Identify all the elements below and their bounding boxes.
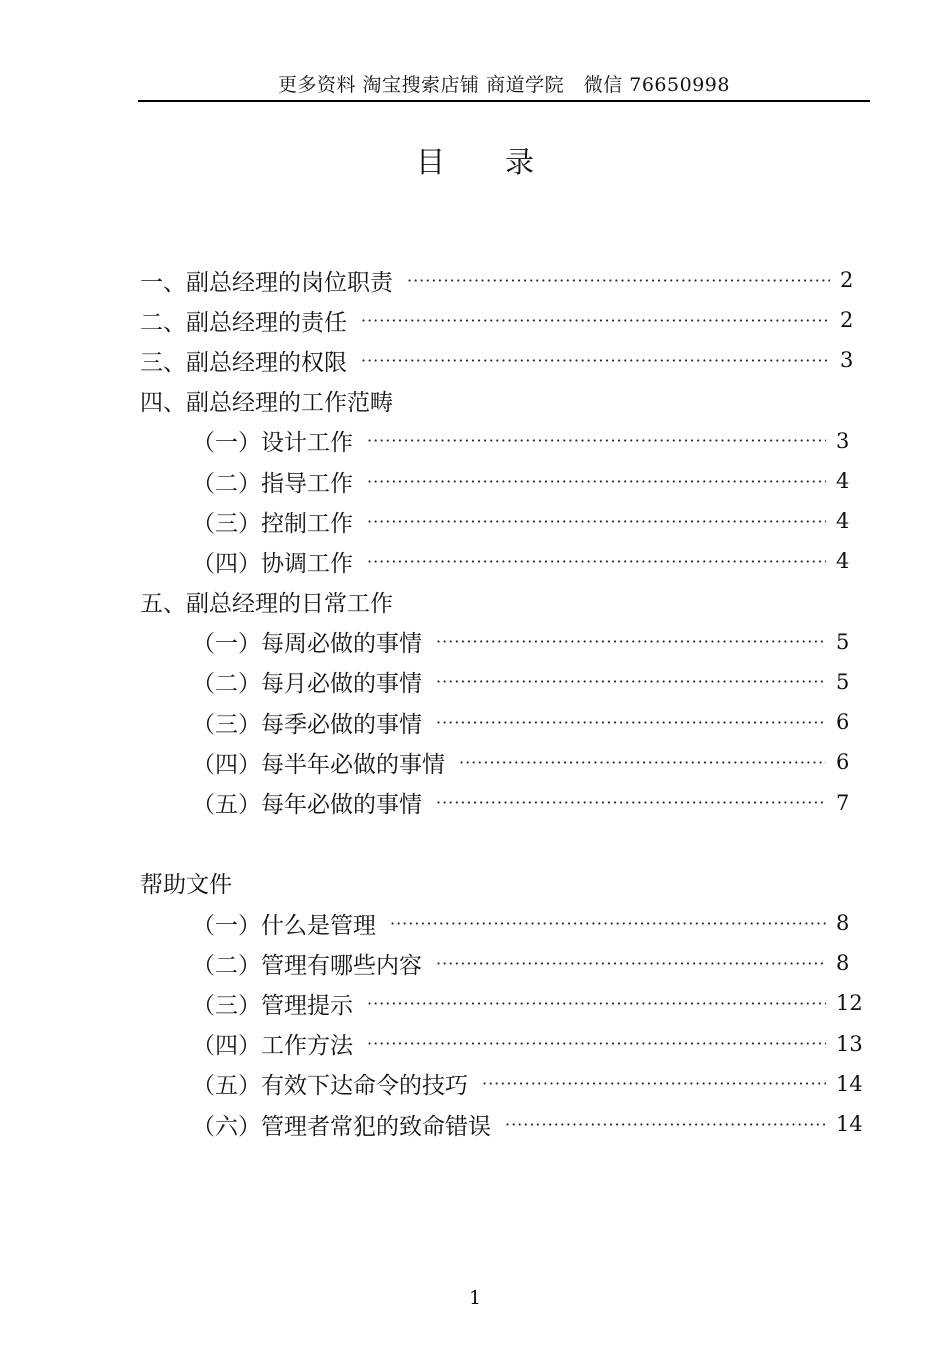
toc-entry-page: 5	[836, 669, 850, 694]
dot-leader	[361, 311, 830, 330]
dot-leader	[436, 632, 826, 651]
dot-leader	[367, 472, 826, 491]
help-entry[interactable]	[140, 1024, 862, 1064]
toc-section-heading[interactable]	[140, 582, 862, 622]
toc-entry-label: （三）每季必做的事情	[192, 711, 422, 738]
help-heading[interactable]	[140, 863, 862, 903]
help-entry[interactable]	[140, 1064, 862, 1104]
help-entry[interactable]	[140, 903, 862, 943]
toc-entry[interactable]	[140, 702, 862, 742]
toc-entry[interactable]	[140, 662, 862, 702]
toc-entry-page: 3	[836, 428, 850, 453]
page-number: 1	[468, 1287, 482, 1309]
dot-leader	[436, 672, 826, 691]
table-of-contents	[140, 260, 862, 1144]
help-entry-label: （六）管理者常犯的致命错误	[192, 1113, 491, 1140]
title-char-1: 目	[415, 145, 445, 179]
toc-entry-label: 一、副总经理的岗位职责	[140, 269, 393, 296]
toc-entry-label: （一）设计工作	[192, 430, 353, 457]
title-char-2: 录	[505, 145, 535, 179]
help-entry-page: 8	[836, 951, 850, 976]
section-spacer	[140, 823, 862, 863]
toc-entry-label: 三、副总经理的权限	[140, 349, 347, 376]
toc-title	[0, 142, 950, 182]
toc-entry[interactable]	[140, 340, 862, 380]
dot-leader	[390, 914, 826, 933]
toc-entry[interactable]	[140, 461, 862, 501]
dot-leader	[505, 1115, 826, 1134]
toc-entry-page: 3	[840, 348, 854, 373]
toc-entry-page: 7	[836, 790, 850, 815]
toc-entry-page: 4	[836, 509, 850, 534]
toc-entry-label: （三）控制工作	[192, 510, 353, 537]
dot-leader	[367, 512, 826, 531]
toc-entry-page: 2	[840, 268, 854, 293]
dot-leader	[436, 954, 826, 973]
dot-leader	[436, 713, 826, 732]
help-entry-label: （一）什么是管理	[192, 912, 376, 939]
toc-entry-label: 二、副总经理的责任	[140, 309, 347, 336]
help-entry-label: （五）有效下达命令的技巧	[192, 1073, 468, 1100]
help-entry-page: 14	[836, 1112, 863, 1137]
page-header: 更多资料 淘宝搜索店铺 商道学院 微信 76650998	[138, 70, 870, 102]
toc-entry[interactable]	[140, 541, 862, 581]
toc-entry[interactable]	[140, 300, 862, 340]
toc-entry-label: （二）每月必做的事情	[192, 671, 422, 698]
dot-leader	[407, 271, 830, 290]
toc-entry[interactable]	[140, 742, 862, 782]
dot-leader	[459, 753, 826, 772]
help-entry-page: 14	[836, 1071, 863, 1096]
help-heading-label: 帮助文件	[140, 872, 232, 899]
help-entry-label: （三）管理提示	[192, 992, 353, 1019]
toc-entry-label: 四、副总经理的工作范畴	[140, 390, 393, 417]
toc-entry[interactable]	[140, 622, 862, 662]
dot-leader	[361, 351, 830, 370]
toc-entry-page: 5	[836, 629, 850, 654]
toc-entry-label: 五、副总经理的日常工作	[140, 591, 393, 618]
help-entry-page: 12	[836, 991, 863, 1016]
help-entry[interactable]	[140, 943, 862, 983]
dot-leader	[367, 994, 826, 1013]
dot-leader	[367, 552, 826, 571]
help-entry-page: 8	[836, 911, 850, 936]
toc-entry-label: （二）指导工作	[192, 470, 353, 497]
help-entry-page: 13	[836, 1031, 863, 1056]
toc-entry[interactable]	[140, 782, 862, 822]
toc-entry-page: 6	[836, 750, 850, 775]
toc-entry-label: （四）协调工作	[192, 550, 353, 577]
toc-entry-label: （一）每周必做的事情	[192, 631, 422, 658]
help-entry-label: （四）工作方法	[192, 1033, 353, 1060]
dot-leader	[482, 1074, 826, 1093]
help-entry[interactable]	[140, 1104, 862, 1144]
toc-entry-label: （四）每半年必做的事情	[192, 751, 445, 778]
toc-entry-page: 6	[836, 710, 850, 735]
toc-entry-label: （五）每年必做的事情	[192, 792, 422, 819]
dot-leader	[436, 793, 826, 812]
toc-entry[interactable]	[140, 501, 862, 541]
toc-section-heading[interactable]	[140, 381, 862, 421]
help-entry[interactable]	[140, 983, 862, 1023]
dot-leader	[367, 1034, 826, 1053]
toc-entry-page: 4	[836, 549, 850, 574]
toc-entry-page: 4	[836, 469, 850, 494]
toc-entry[interactable]	[140, 260, 862, 300]
dot-leader	[367, 431, 826, 450]
help-entry-label: （二）管理有哪些内容	[192, 952, 422, 979]
toc-entry[interactable]	[140, 421, 862, 461]
toc-entry-page: 2	[840, 308, 854, 333]
